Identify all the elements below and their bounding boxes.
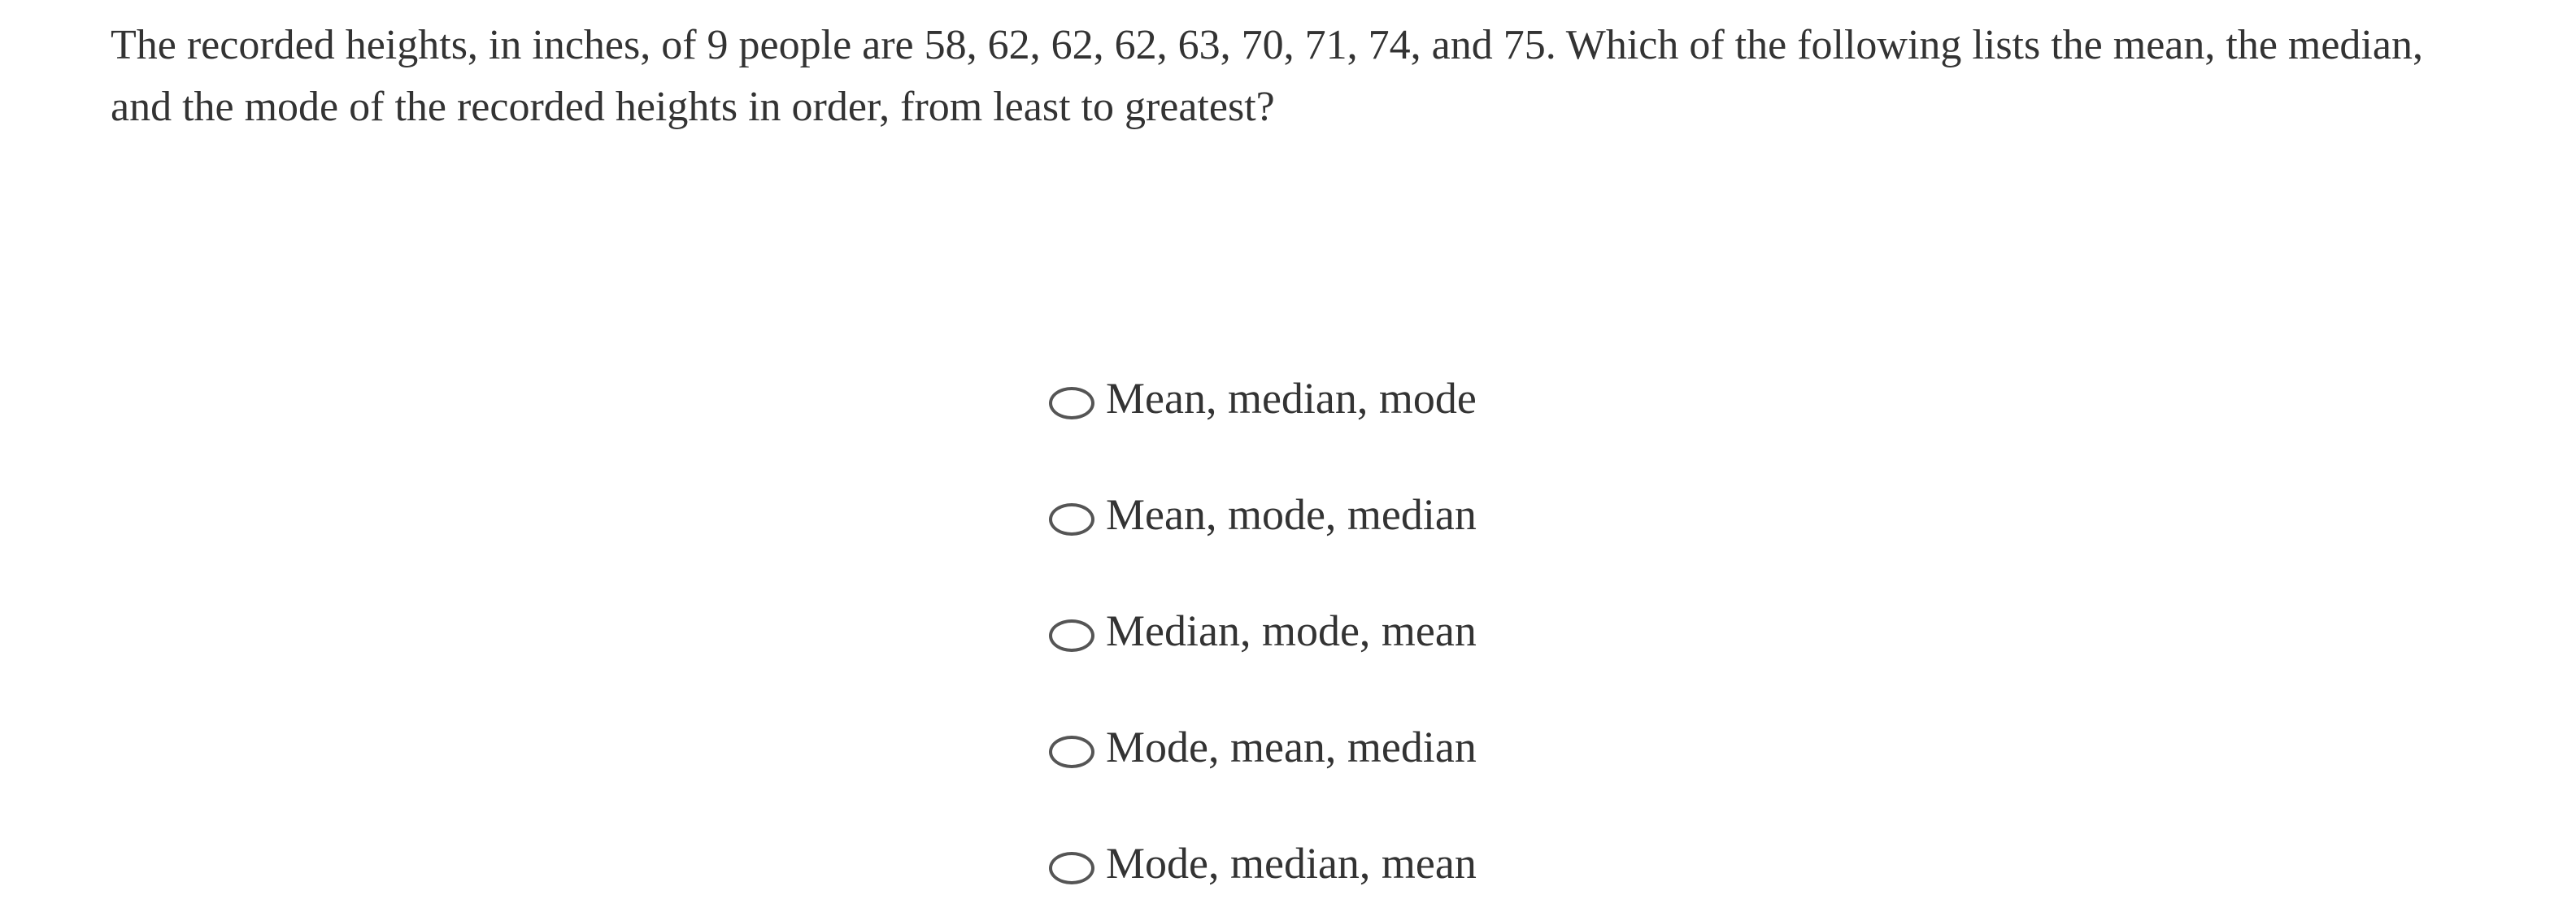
radio-button[interactable]	[1049, 387, 1094, 419]
choice-option-1[interactable]	[1049, 340, 1699, 456]
choice-label[interactable]: Mean, mode, median	[1106, 489, 1477, 539]
radio-button[interactable]	[1049, 503, 1094, 536]
choice-label[interactable]: Mode, median, mean	[1106, 838, 1477, 888]
radio-button[interactable]	[1049, 852, 1094, 884]
choice-label[interactable]: Mode, mean, median	[1106, 722, 1477, 771]
question-text: The recorded heights, in inches, of 9 people are 58, 62, 62, 62, 63, 70, 71, 74, and 75. Which of the following lists the mean, the median, and the mode of the recorded heights in order, from least to greatest?	[111, 22, 2423, 130]
radio-button[interactable]	[1049, 736, 1094, 768]
radio-button[interactable]	[1049, 619, 1094, 652]
choice-label[interactable]: Mean, median, mode	[1106, 373, 1477, 423]
answer-choices	[1049, 340, 1699, 921]
choice-option-2[interactable]	[1049, 456, 1699, 572]
choice-option-4[interactable]	[1049, 689, 1699, 805]
choice-option-3[interactable]	[1049, 572, 1699, 689]
choice-label[interactable]: Median, mode, mean	[1106, 606, 1477, 655]
choice-option-5[interactable]	[1049, 805, 1699, 921]
